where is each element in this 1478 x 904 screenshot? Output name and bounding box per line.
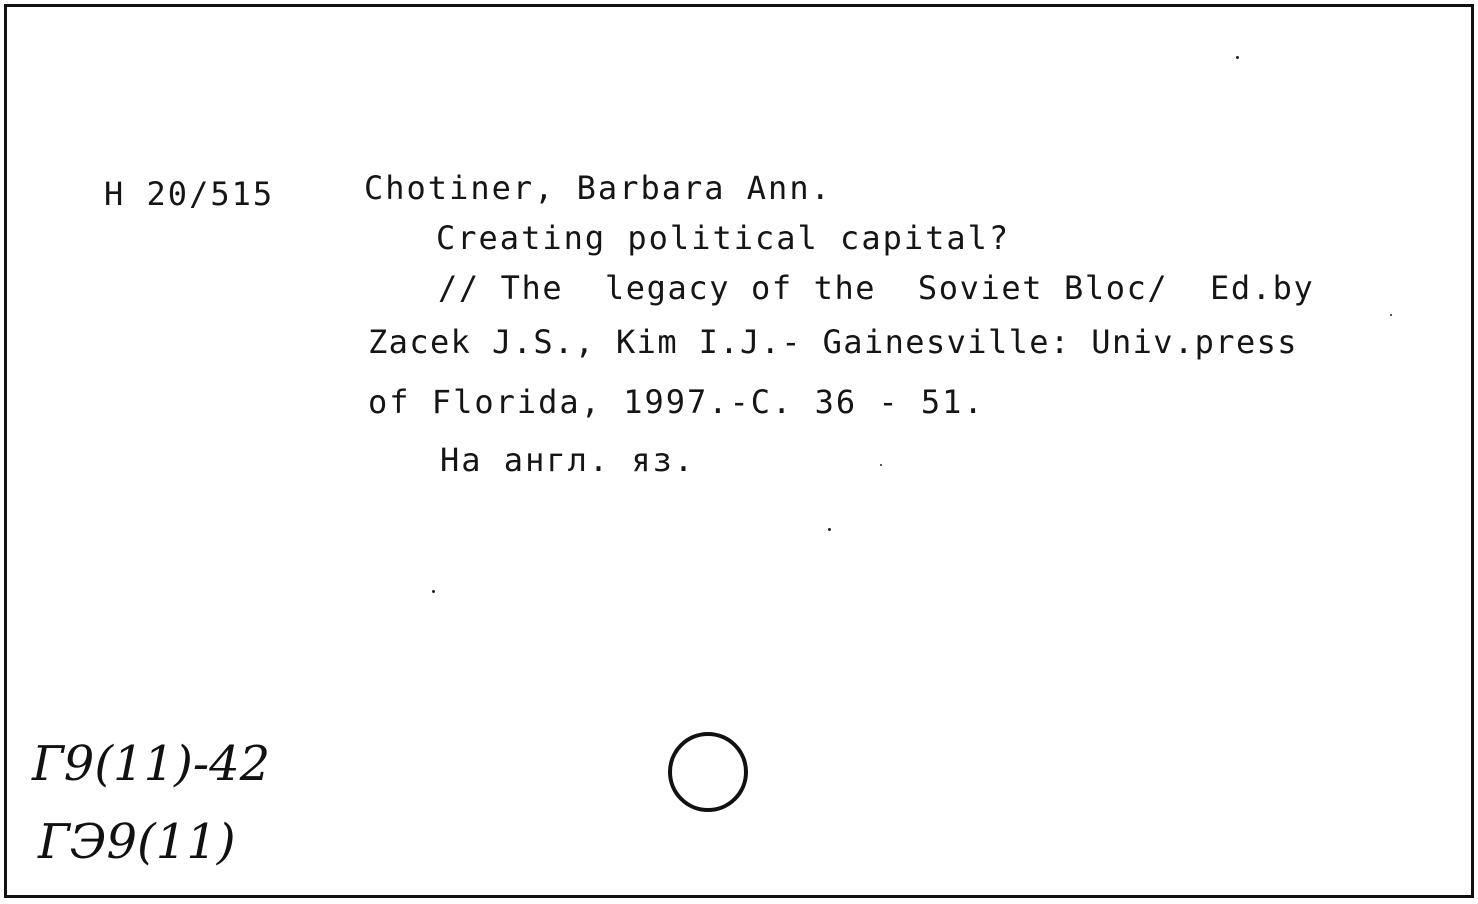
author-name: Chotiner, Barbara Ann.: [364, 169, 832, 207]
scan-speck: [1390, 314, 1392, 316]
scan-speck: [828, 528, 831, 531]
handwritten-classification-1: Г9(11)-42: [32, 736, 271, 792]
source-line-3: of Florida, 1997.-C. 36 - 51.: [368, 383, 985, 421]
source-line-2: Zacek J.S., Kim I.J.- Gainesville: Univ.press: [368, 323, 1298, 361]
scan-speck: [432, 590, 435, 593]
handwritten-classification-2: ГЭ9(11): [38, 814, 236, 870]
source-line-1: // The legacy of the Soviet Bloc/ Ed.by: [438, 269, 1315, 307]
language-note: На англ. яз.: [440, 441, 696, 479]
card-punch-hole: [668, 732, 748, 812]
scan-speck: [1236, 56, 1239, 59]
call-number: H 20/515: [104, 175, 275, 213]
publication-title: Creating political capital?: [436, 219, 1011, 257]
scan-speck: [880, 464, 882, 466]
